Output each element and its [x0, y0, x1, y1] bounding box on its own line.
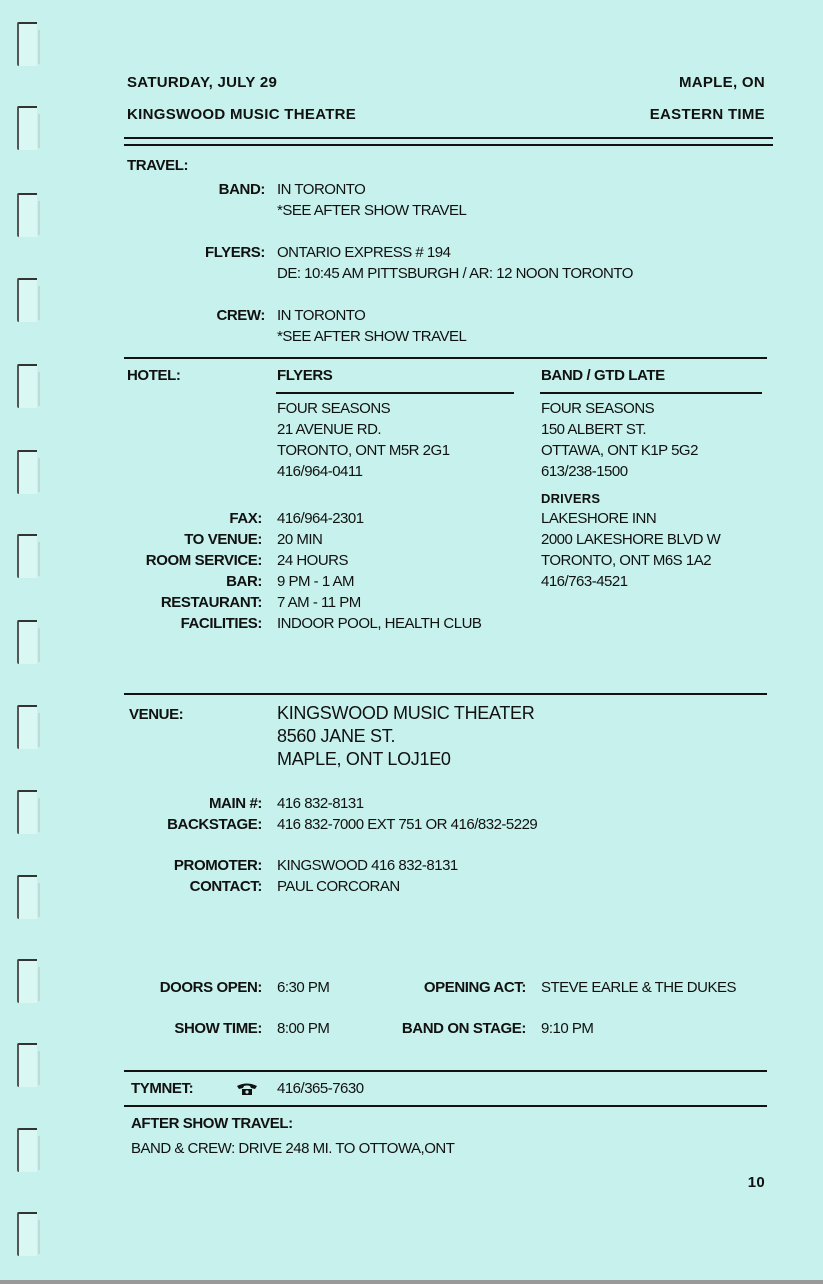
hotel-detail-value: 20 MIN — [277, 531, 323, 548]
main-phone-value: 416 832-8131 — [277, 795, 364, 812]
drivers-heading: DRIVERS — [541, 491, 601, 506]
band-hotel-city: OTTAWA, ONT K1P 5G2 — [541, 442, 698, 459]
hotel-detail-label: RESTAURANT: — [160, 594, 262, 611]
doors-open-label: DOORS OPEN: — [159, 979, 262, 996]
page-edge — [0, 1280, 823, 1284]
header-rule — [124, 137, 773, 139]
flyers-label: FLYERS: — [205, 244, 265, 261]
hotel-detail-label: FAX: — [229, 510, 262, 527]
venue-city: MAPLE, ONT LOJ1E0 — [277, 749, 451, 769]
hotel-detail-label: FACILITIES: — [180, 615, 262, 632]
backstage-value: 416 832-7000 EXT 751 OR 416/832-5229 — [277, 816, 538, 833]
doors-open-value: 6:30 PM — [277, 979, 330, 996]
binder-hole — [17, 1212, 37, 1256]
section-rule — [124, 693, 767, 695]
drivers-hotel-address: 2000 LAKESHORE BLVD W — [541, 531, 721, 548]
binder-hole — [17, 364, 37, 408]
flyers-underline — [276, 392, 514, 394]
opening-act-label: OPENING ACT: — [423, 979, 526, 996]
page-number: 10 — [747, 1174, 765, 1191]
hotel-detail-label: ROOM SERVICE: — [145, 552, 262, 569]
hotel-flyers-heading: FLYERS — [277, 367, 333, 384]
crew-label: CREW: — [216, 307, 265, 324]
venue-name: KINGSWOOD MUSIC THEATER — [277, 703, 535, 723]
hotel-detail-value: 9 PM - 1 AM — [277, 573, 355, 590]
binder-hole — [17, 22, 37, 66]
hotel-detail-value: 7 AM - 11 PM — [277, 594, 361, 611]
flyers-hotel-address: 21 AVENUE RD. — [277, 421, 382, 438]
binder-hole — [17, 450, 37, 494]
band-hotel-phone: 613/238-1500 — [541, 463, 628, 480]
flyers-line2: DE: 10:45 AM PITTSBURGH / AR: 12 NOON TORONTO — [277, 265, 633, 282]
section-rule — [124, 357, 767, 359]
telephone-icon — [236, 1082, 258, 1096]
crew-line1: IN TORONTO — [277, 307, 366, 324]
tymnet-label: TYMNET: — [131, 1080, 194, 1097]
backstage-label: BACKSTAGE: — [167, 816, 262, 833]
drivers-hotel-name: LAKESHORE INN — [541, 510, 657, 527]
after-show-line: BAND & CREW: DRIVE 248 MI. TO OTTOWA,ONT — [131, 1140, 455, 1157]
tymnet-value: 416/365-7630 — [277, 1080, 364, 1097]
show-time-value: 8:00 PM — [277, 1020, 330, 1037]
show-time-label: SHOW TIME: — [174, 1020, 262, 1037]
band-on-stage-value: 9:10 PM — [541, 1020, 594, 1037]
promoter-value: KINGSWOOD 416 832-8131 — [277, 857, 458, 874]
band-hotel-name: FOUR SEASONS — [541, 400, 655, 417]
binder-hole — [17, 1043, 37, 1087]
hotel-band-heading: BAND / GTD LATE — [541, 367, 665, 384]
hotel-detail-label: BAR: — [226, 573, 262, 590]
binder-hole — [17, 1128, 37, 1172]
band-line2: *SEE AFTER SHOW TRAVEL — [277, 202, 467, 219]
header-venue: KINGSWOOD MUSIC THEATRE — [127, 106, 357, 123]
contact-label: CONTACT: — [189, 878, 262, 895]
venue-heading: VENUE: — [129, 706, 184, 723]
band-label: BAND: — [218, 181, 265, 198]
hotel-detail-value: INDOOR POOL, HEALTH CLUB — [277, 615, 482, 632]
hotel-detail-label: TO VENUE: — [184, 531, 262, 548]
travel-heading: TRAVEL: — [127, 157, 189, 174]
band-hotel-address: 150 ALBERT ST. — [541, 421, 647, 438]
flyers-line1: ONTARIO EXPRESS # 194 — [277, 244, 451, 261]
header-timezone: EASTERN TIME — [649, 106, 765, 123]
drivers-hotel-phone: 416/763-4521 — [541, 573, 628, 590]
flyers-hotel-city: TORONTO, ONT M5R 2G1 — [277, 442, 450, 459]
contact-value: PAUL CORCORAN — [277, 878, 400, 895]
hotel-detail-value: 416/964-2301 — [277, 510, 364, 527]
binder-hole — [17, 705, 37, 749]
crew-line2: *SEE AFTER SHOW TRAVEL — [277, 328, 467, 345]
band-on-stage-label: BAND ON STAGE: — [401, 1020, 526, 1037]
drivers-hotel-city: TORONTO, ONT M6S 1A2 — [541, 552, 712, 569]
promoter-label: PROMOTER: — [173, 857, 262, 874]
main-phone-label: MAIN #: — [208, 795, 262, 812]
venue-address: 8560 JANE ST. — [277, 726, 396, 746]
flyers-hotel-phone: 416/964-0411 — [277, 463, 363, 480]
after-show-heading: AFTER SHOW TRAVEL: — [131, 1115, 293, 1132]
band-underline — [540, 392, 762, 394]
band-line1: IN TORONTO — [277, 181, 366, 198]
header-city: MAPLE, ON — [678, 74, 765, 91]
binder-hole — [17, 193, 37, 237]
hotel-heading: HOTEL: — [127, 367, 181, 384]
section-rule — [124, 1105, 767, 1107]
header-date: SATURDAY, JULY 29 — [127, 74, 278, 91]
hotel-detail-value: 24 HOURS — [277, 552, 349, 569]
opening-act-value: STEVE EARLE & THE DUKES — [541, 979, 736, 996]
header-rule — [124, 144, 773, 146]
section-rule — [124, 1070, 767, 1072]
binder-hole — [17, 106, 37, 150]
flyers-hotel-name: FOUR SEASONS — [277, 400, 391, 417]
